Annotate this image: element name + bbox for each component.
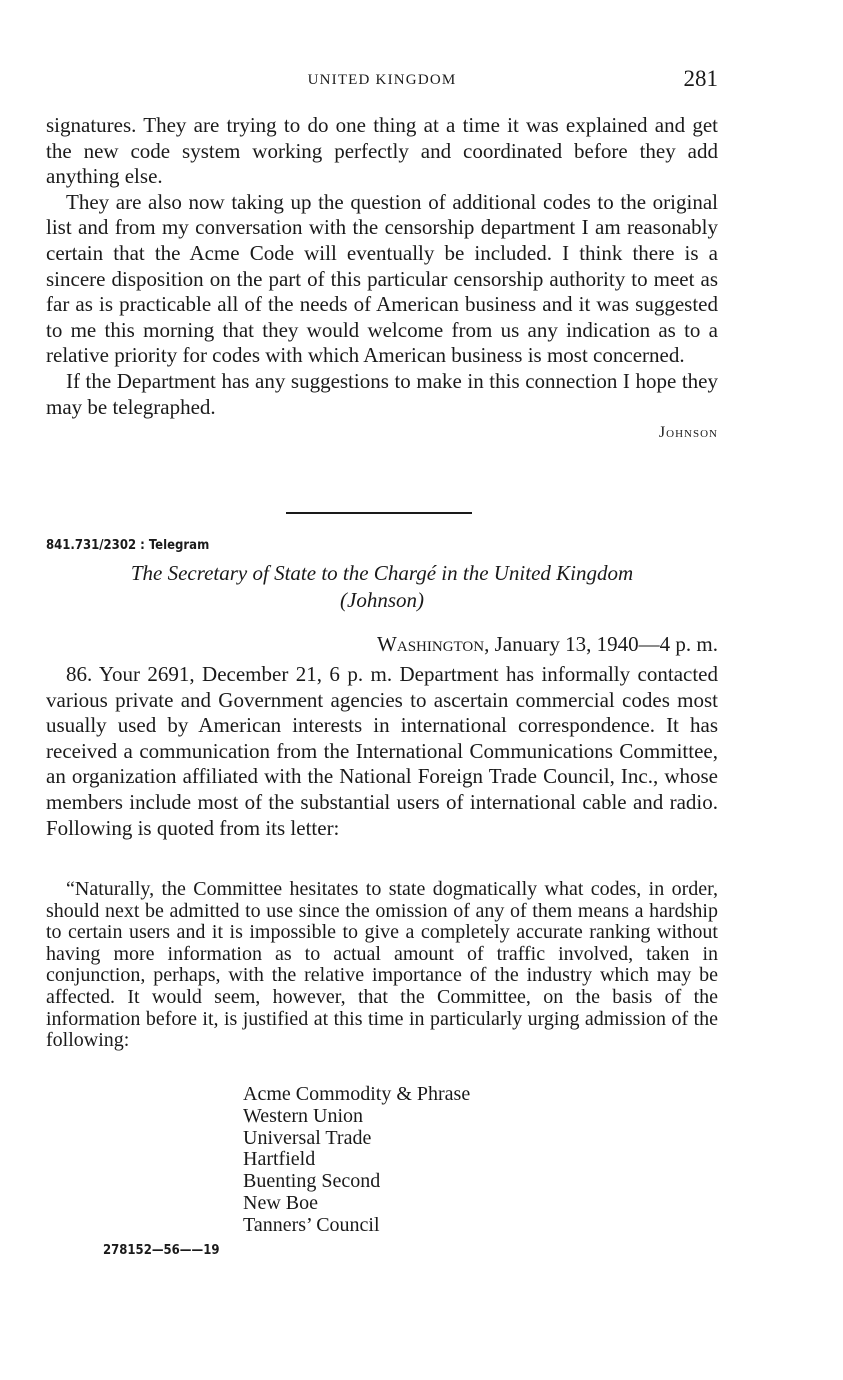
signature: Johnson <box>658 424 718 442</box>
list-item: New Boe <box>243 1191 318 1214</box>
dateline-date: , January 13, 1940—4 p. m. <box>484 632 718 656</box>
document-title <box>46 560 718 614</box>
dateline <box>46 632 718 657</box>
list-item: Western Union <box>243 1104 364 1127</box>
dateline-place: Washington <box>377 632 485 656</box>
quoted-letter <box>46 879 718 1052</box>
paragraph: If the Department has any suggestions to make in this connection I hope they may be telegraphed. <box>46 368 718 419</box>
paragraph: 86. Your 2691, December 21, 6 p. m. Department has informally contacted various private and Government agencies to ascertain commercial codes most usually used by American interests in international correspondence. It has received a communication from the International Communications Committee, an organization affiliated with the National Foreign Trade Council, Inc., whose members include most of the substantial users of international cable and radio. Following is quoted from its letter: <box>46 662 718 840</box>
list-item: Acme Commodity & Phrase <box>243 1083 471 1105</box>
page-header <box>46 66 718 96</box>
list-item: Buenting Second <box>243 1170 381 1193</box>
paragraph: They are also now taking up the question of additional codes to the original list and from my conversation with the censorship department I am reasonably certain that the Acme Code will eventually be included. I think there is a sincere disposition on the part of this particular censorship authority to meet as far as is practicable all of the needs of American business and it was suggested to me this morning that they would welcome from us any indication as to a relative priority for codes with which American business is most concerned. <box>46 189 718 368</box>
title-line: (Johnson) <box>340 588 424 612</box>
file-number: 841.731/2302 : Telegram <box>46 538 210 553</box>
paragraph: signatures. They are trying to do one thing at a time it was explained and get the new code system working perfectly and coordinated before they add anything else. <box>46 113 718 189</box>
telegram-body <box>46 662 718 841</box>
print-code: 278152—56——19 <box>103 1243 220 1258</box>
letter-body <box>46 113 718 442</box>
list-item: Universal Trade <box>243 1126 372 1149</box>
code-list <box>243 1084 470 1237</box>
section-divider <box>286 512 472 514</box>
running-title: UNITED KINGDOM <box>307 72 457 88</box>
list-item: Tanners’ Council <box>243 1213 380 1236</box>
list-item: Hartfield <box>243 1148 316 1171</box>
title-line: The Secretary of State to the Chargé in the United Kingdom <box>130 561 634 585</box>
quote-paragraph: “Naturally, the Committee hesitates to state dogmatically what codes, in order, should next be admitted to use since the omission of any of them means a hardship to certain users and it is impossible to give a completely accurate ranking without having more information as to actual amount of traffic involved, taken in conjunction, perhaps, with the relative importance of the industry which may be affected. It would seem, however, that the Committee, on the basis of the information before it, is justified at this time in particularly urging admission of the following: <box>46 878 718 1052</box>
page-number: 281 <box>683 66 718 91</box>
